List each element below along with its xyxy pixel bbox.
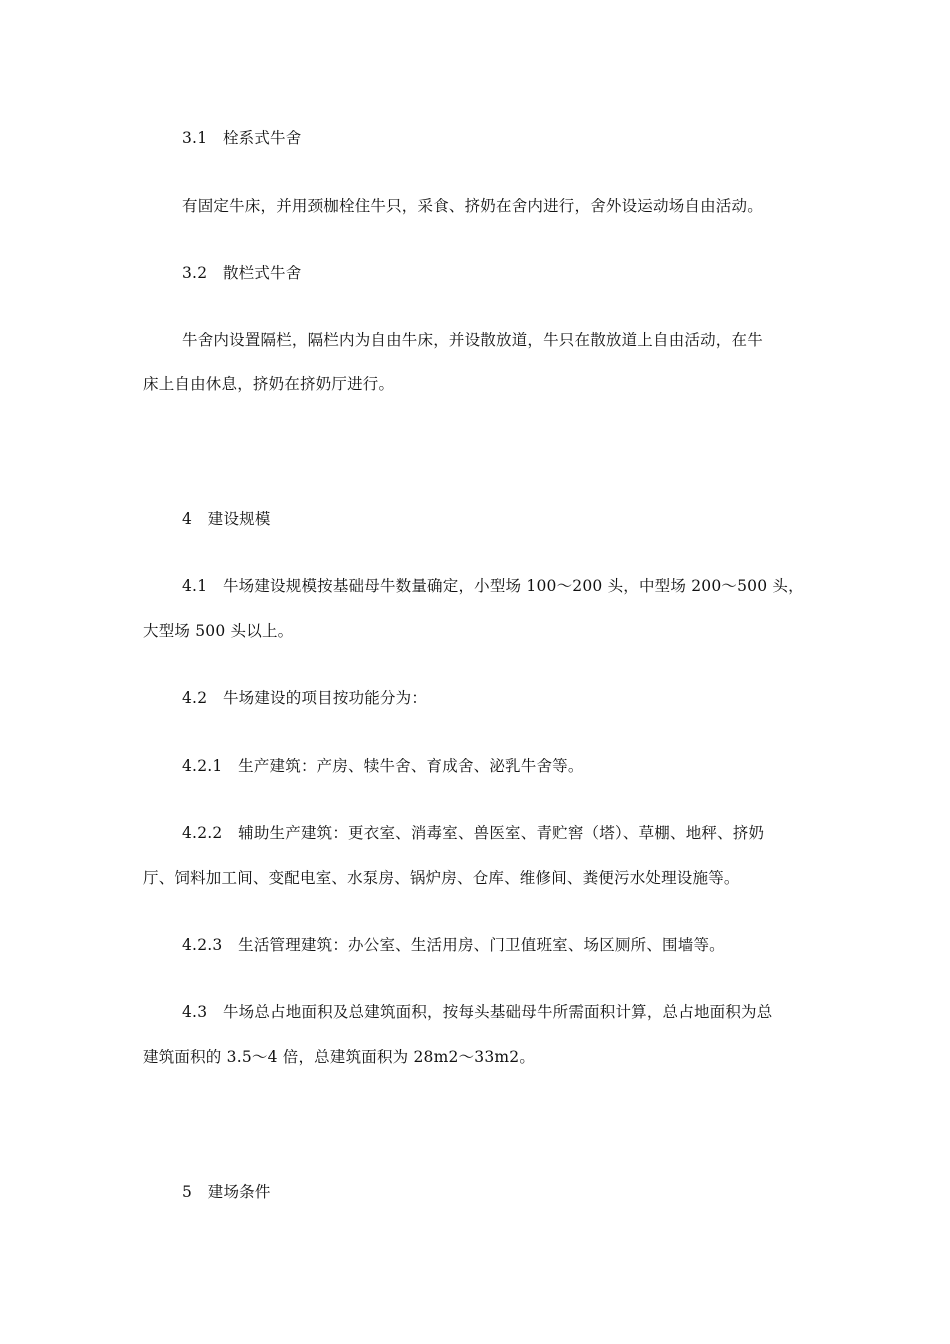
paragraph-3-1: 有固定牛床，并用颈枷栓住牛只，采食、挤奶在舍内进行，舍外设运动场自由活动。 <box>182 197 763 215</box>
paragraph-3-2-line2: 床上自由休息，挤奶在挤奶厅进行。 <box>143 375 395 393</box>
paragraph-4-2-2-line1: 4.2.2 辅助生产建筑：更衣室、消毒室、兽医室、青贮窖（塔）、草棚、地秤、挤奶 <box>182 824 765 842</box>
paragraph-4-2-2-line2: 厅、饲料加工间、变配电室、水泵房、锅炉房、仓库、维修间、粪便污水处理设施等。 <box>143 869 740 887</box>
section-heading-5: 5 建场条件 <box>182 1183 271 1201</box>
paragraph-4-3-line2: 建筑面积的 3.5～4 倍，总建筑面积为 28m2～33m2。 <box>143 1048 536 1066</box>
paragraph-3-2-line1: 牛舍内设置隔栏，隔栏内为自由牛床，并设散放道，牛只在散放道上自由活动，在牛 <box>182 331 763 349</box>
paragraph-4-2-1: 4.2.1 生产建筑：产房、犊牛舍、育成舍、泌乳牛舍等。 <box>182 757 584 775</box>
paragraph-4-1-line2: 大型场 500 头以上。 <box>143 622 294 640</box>
section-heading-3-2: 3.2 散栏式牛舍 <box>182 264 302 282</box>
section-heading-3-1: 3.1 栓系式牛舍 <box>182 129 302 147</box>
paragraph-4-1-line1: 4.1 牛场建设规模按基础母牛数量确定，小型场 100～200 头，中型场 200～500 头， <box>182 577 804 595</box>
section-heading-4: 4 建设规模 <box>182 510 271 528</box>
paragraph-4-2-3: 4.2.3 生活管理建筑：办公室、生活用房、门卫值班室、场区厕所、围墙等。 <box>182 936 725 954</box>
paragraph-4-2: 4.2 牛场建设的项目按功能分为： <box>182 689 428 707</box>
paragraph-4-3-line1: 4.3 牛场总占地面积及总建筑面积，按每头基础母牛所需面积计算，总占地面积为总 <box>182 1003 773 1021</box>
